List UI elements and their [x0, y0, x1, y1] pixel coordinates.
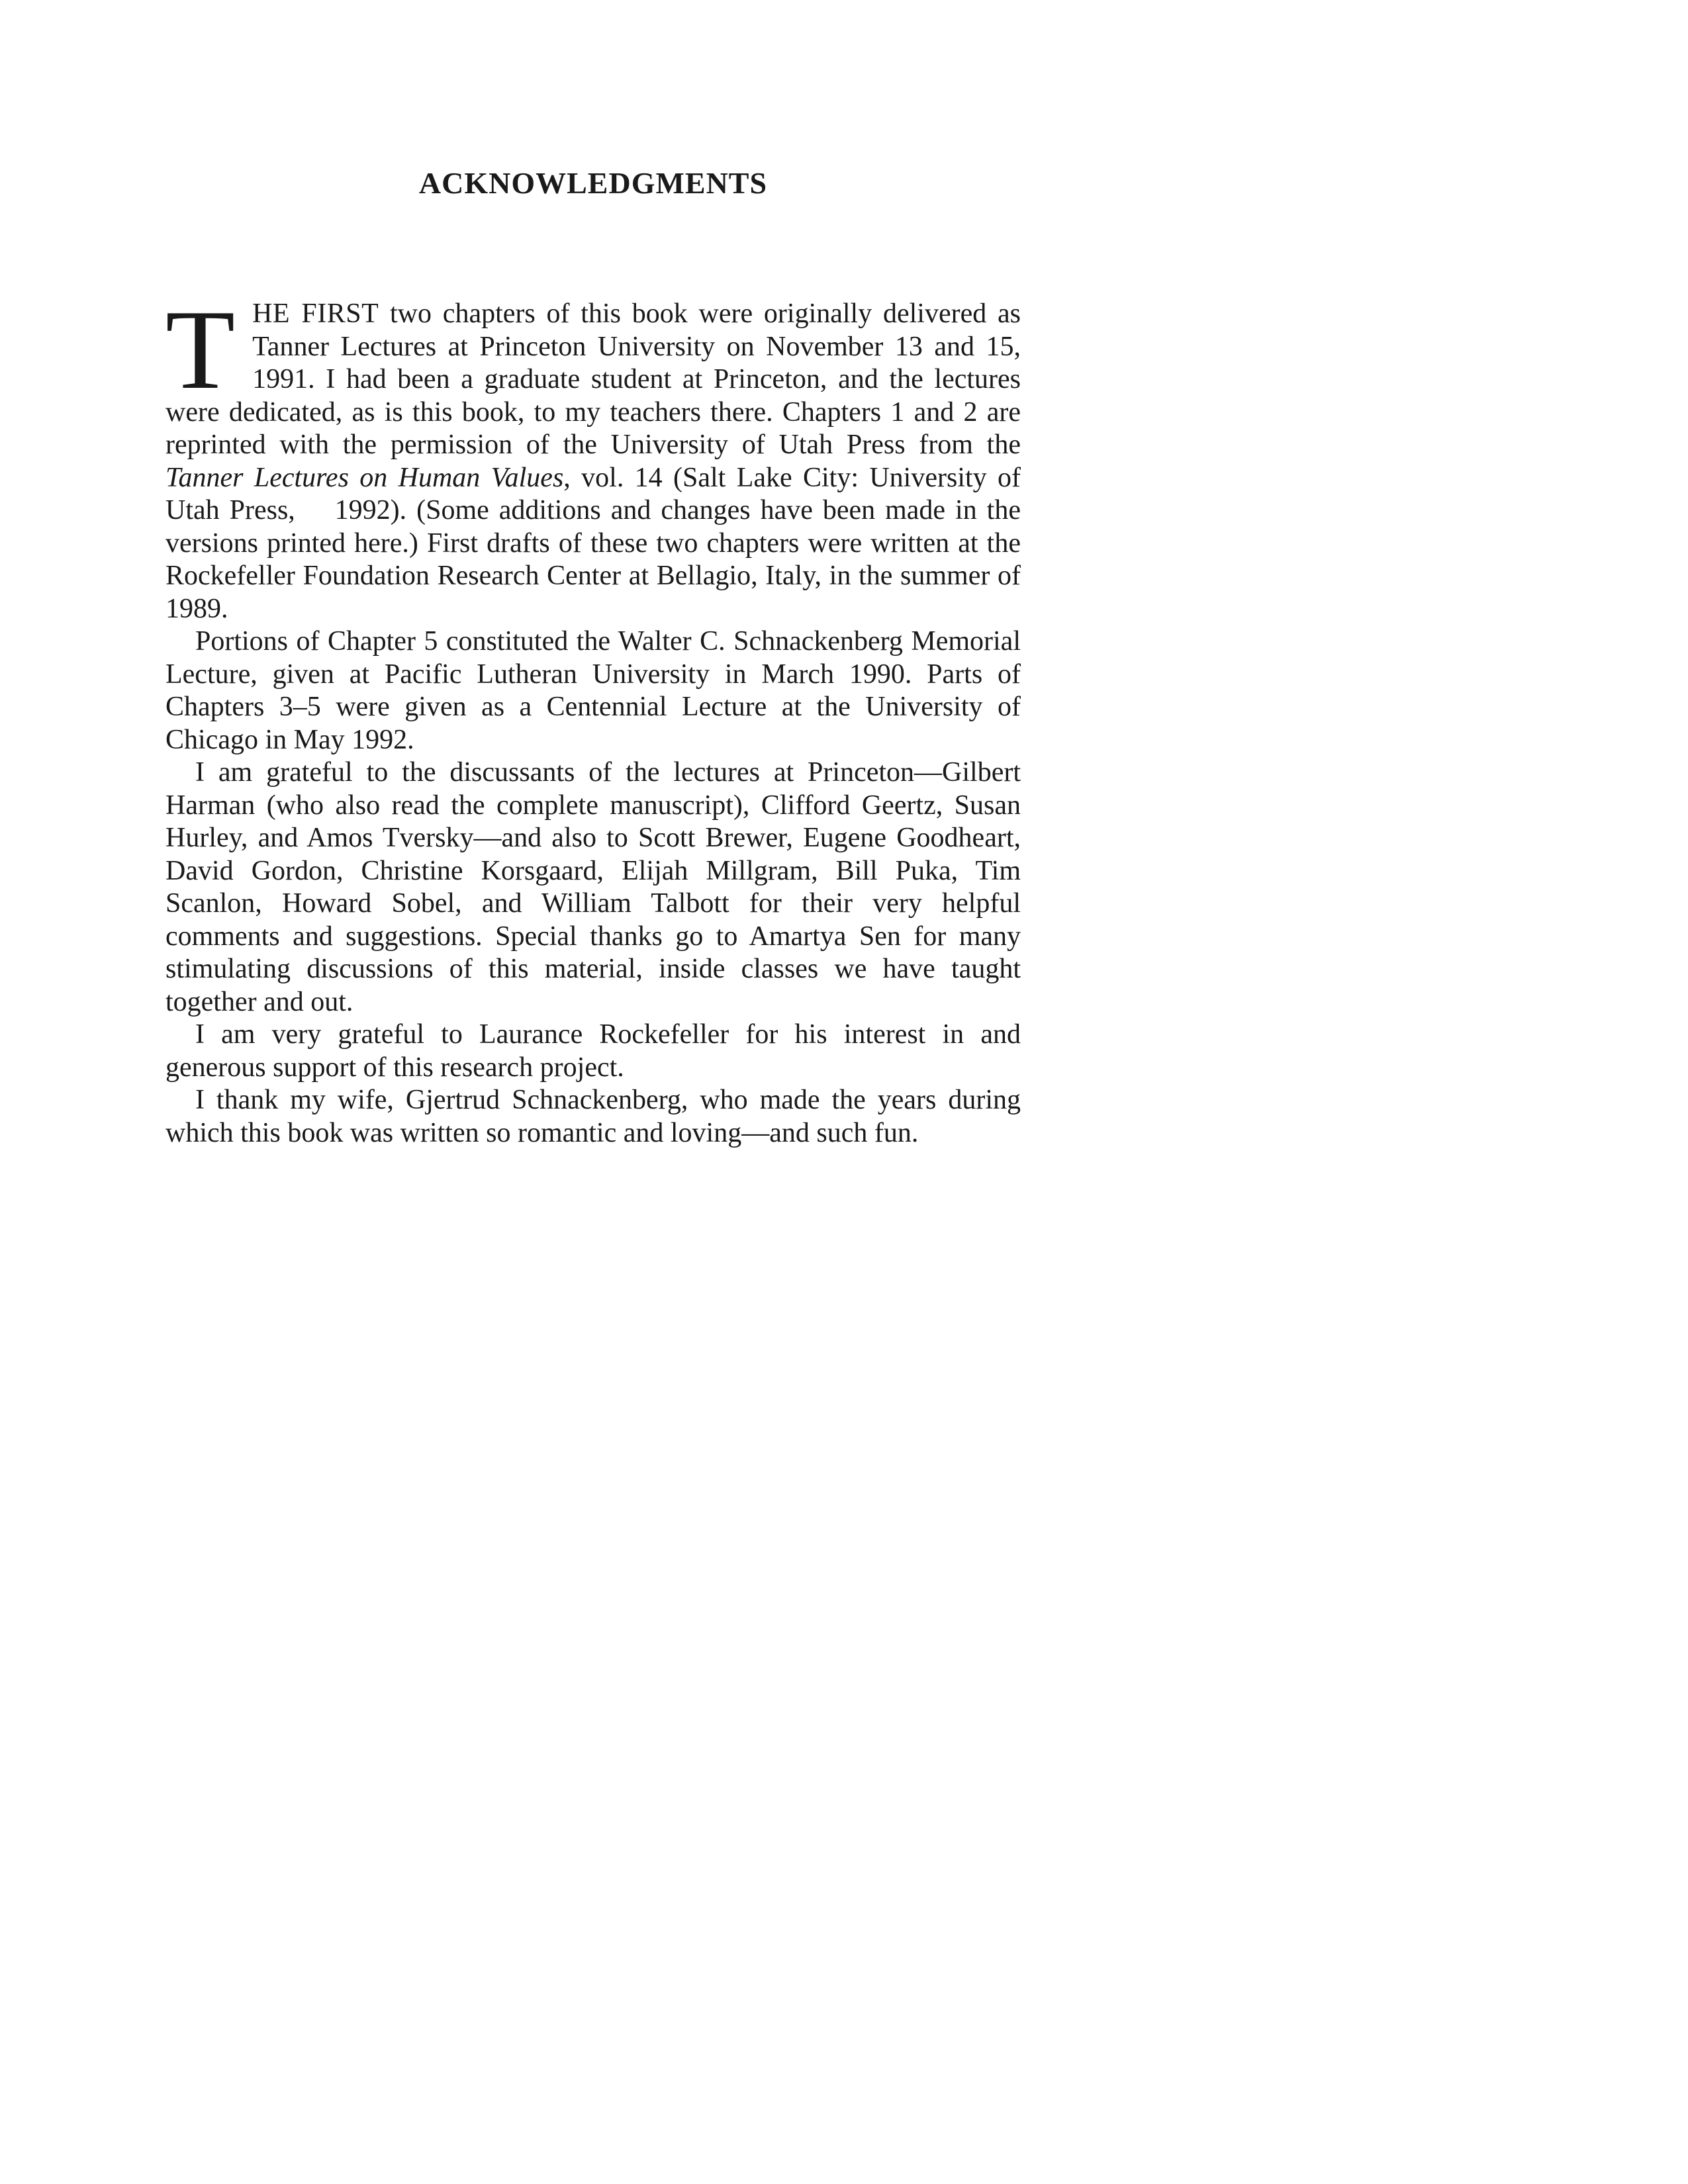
paragraph-3: I am grateful to the discussants of the lectures at Princeton—Gilbert Harman (who also read the complete manuscript), Clifford Geertz, Susan Hurley, and Amos Tversky—and also to Scott Brewer, Eugene Goodheart, David Gordon, Christine Korsgaard, Elijah Millgram, Bill Puka, Tim Scanlon, Howard Sobel, and William Talbott for their very helpful comments and suggestions. Special thanks go to Amartya Sen for many stimulating discussions of this material, inside classes we have taught together and out. [165, 757, 1021, 1017]
paragraph-5: I thank my wife, Gjertrud Schnackenberg, who made the years during which this book was written so romantic and loving—and such fun. [165, 1085, 1021, 1148]
lead-in-text: HE FIRST [252, 298, 379, 329]
acknowledgments-body [165, 287, 1021, 1150]
drop-cap: T [165, 287, 236, 413]
paragraph-4: I am very grateful to Laurance Rockefeller for his interest in and generous support of this research project. [165, 1019, 1021, 1083]
paragraph-1-text-a: two chapters of this book were originally delivered as Tanner Lectures at Princeton University on November 13 and 15, 1991. I had been a graduate student at Princeton, and the lectures were dedicated, as is this book, to my teachers there. Chapters 1 and 2 are reprinted with the permission of the University of Utah Press from the [165, 298, 1021, 460]
paragraph-2: Portions of Chapter 5 constituted the Walter C. Schnackenberg Memorial Lecture, given at Pacific Lutheran University in March 1990. Parts of Chapters 3–5 were given as a Centennial Lecture at the University of Chicago in May 1992. [165, 626, 1021, 755]
book-title-italic: Tanner Lectures on Human Values [165, 462, 564, 493]
paragraph-1-text-b: , vol. 14 (Salt Lake City: University of Utah Press, 1992). (Some additions and changes have been made in the versions printed here.) First drafts of these two chapters were written at the Rockefeller Foundation Research Center at Bellagio, Italy, in the summer of 1989. [165, 462, 1021, 624]
page-title: ACKNOWLEDGMENTS [418, 166, 768, 200]
paragraph-1 [165, 287, 1021, 625]
